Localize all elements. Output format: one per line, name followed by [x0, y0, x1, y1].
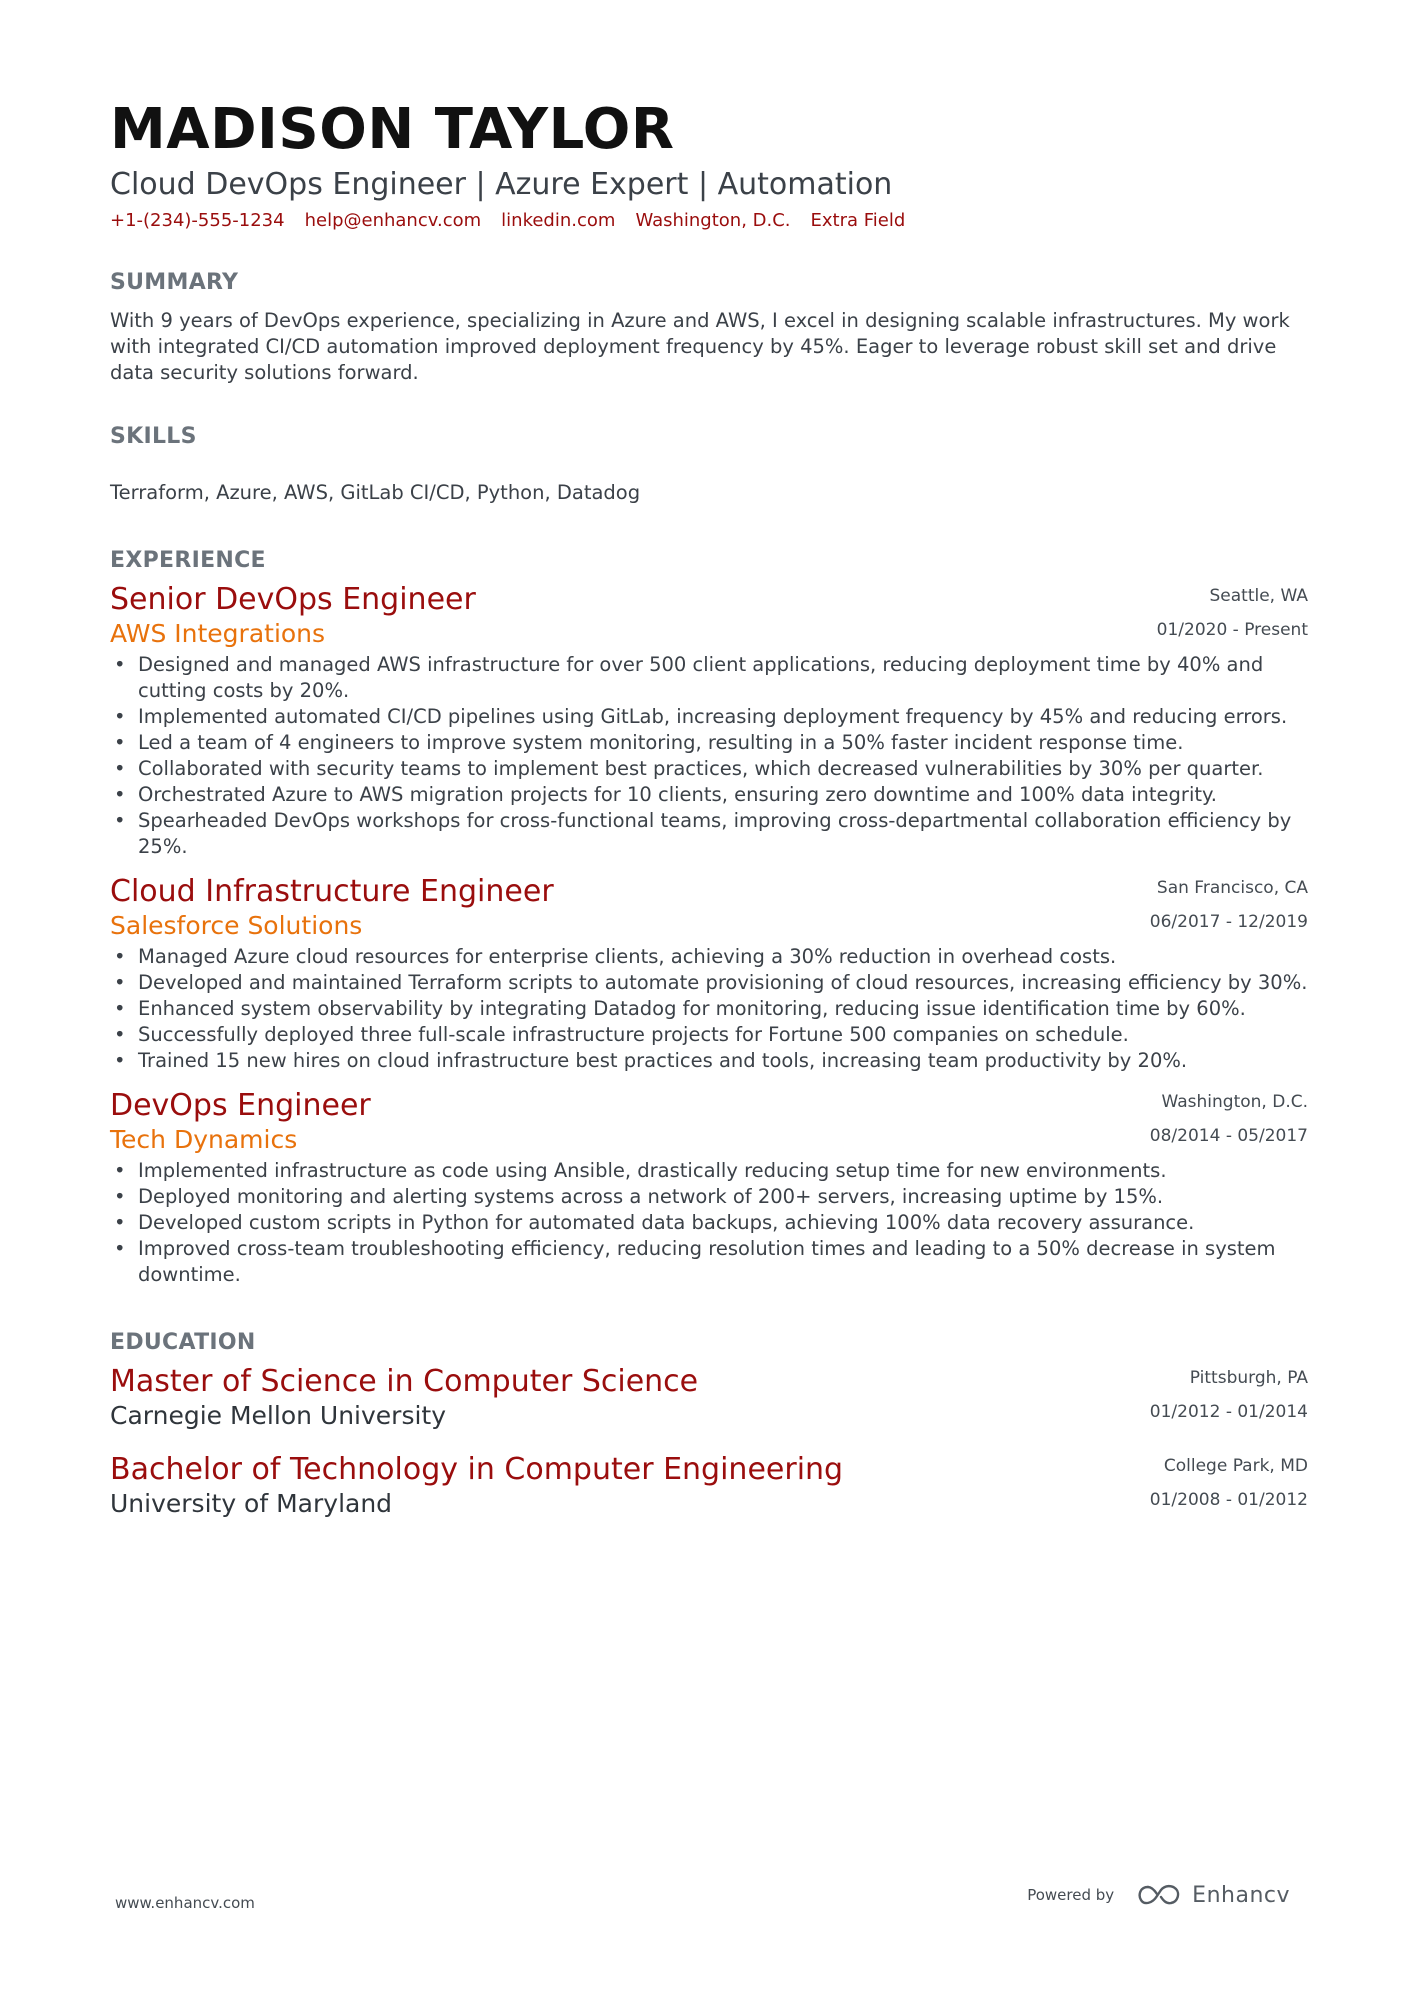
section-title-experience: EXPERIENCE	[110, 548, 266, 573]
job-company: Tech Dynamics	[110, 1125, 298, 1154]
list-item: • Collaborated with security teams to implement best practices, which decreased vulnerabilities by 30% per quarter.	[110, 756, 1308, 782]
list-item: • Spearheaded DevOps workshops for cross-functional teams, improving cross-departmental collaboration efficiency by 25%.	[110, 808, 1308, 860]
job-title: DevOps Engineer	[110, 1088, 371, 1123]
job-title: Senior DevOps Engineer	[110, 582, 476, 617]
footer-branding	[1027, 1882, 1290, 1908]
job-location: Seattle, WA	[1209, 586, 1308, 606]
candidate-name: MADISON TAYLOR	[110, 97, 675, 162]
contact-linkedin[interactable]: linkedin.com	[501, 210, 616, 231]
list-item: • Enhanced system observability by integrating Datadog for monitoring, reducing issue identification time by 60%.	[110, 996, 1308, 1022]
job-entry	[110, 582, 1308, 860]
contact-email[interactable]: help@enhancv.com	[304, 210, 482, 231]
list-item: • Developed and maintained Terraform scripts to automate provisioning of cloud resources, increasing efficiency by 30%.	[110, 970, 1308, 996]
job-bullets	[110, 944, 1308, 1074]
job-company: AWS Integrations	[110, 619, 326, 648]
job-location: San Francisco, CA	[1156, 878, 1308, 898]
list-item: • Implemented automated CI/CD pipelines using GitLab, increasing deployment frequency by 45% and reducing errors.	[110, 704, 1308, 730]
skills-section	[110, 422, 1308, 506]
list-item: • Trained 15 new hires on cloud infrastructure best practices and tools, increasing team productivity by 20%.	[110, 1048, 1308, 1074]
job-entry	[110, 874, 1308, 1074]
school-name: University of Maryland	[110, 1489, 393, 1518]
section-title-summary: SUMMARY	[110, 270, 239, 295]
experience-section	[110, 546, 1308, 1288]
skills-text: Terraform, Azure, AWS, GitLab CI/CD, Python, Datadog	[110, 481, 641, 504]
job-title: Cloud Infrastructure Engineer	[110, 874, 554, 909]
degree-title: Bachelor of Technology in Computer Engineering	[110, 1452, 844, 1487]
job-dates: 08/2014 - 05/2017	[1149, 1126, 1308, 1146]
job-bullets	[110, 1158, 1308, 1288]
powered-by-label: Powered by	[1027, 1886, 1115, 1904]
contact-phone[interactable]: +1-(234)-555-1234	[110, 210, 285, 231]
list-item: • Deployed monitoring and alerting systems across a network of 200+ servers, increasing uptime by 15%.	[110, 1184, 1308, 1210]
infinity-logo-icon	[1136, 1882, 1182, 1908]
brand-logo[interactable]	[1136, 1882, 1290, 1908]
school-location: College Park, MD	[1163, 1456, 1308, 1476]
brand-name: Enhancv	[1192, 1882, 1290, 1908]
job-dates: 06/2017 - 12/2019	[1149, 912, 1308, 932]
contact-row	[110, 208, 1308, 234]
degree-title: Master of Science in Computer Science	[110, 1364, 699, 1399]
job-location: Washington, D.C.	[1161, 1092, 1308, 1112]
contact-location: Washington, D.C.	[635, 210, 791, 231]
education-dates: 01/2012 - 01/2014	[1149, 1402, 1308, 1422]
education-section	[110, 1328, 1308, 1520]
list-item: • Improved cross-team troubleshooting efficiency, reducing resolution times and leading to a 50% decrease in system downtime.	[110, 1236, 1308, 1288]
list-item: • Managed Azure cloud resources for enterprise clients, achieving a 30% reduction in overhead costs.	[110, 944, 1308, 970]
list-item: • Successfully deployed three full-scale infrastructure projects for Fortune 500 companies on schedule.	[110, 1022, 1308, 1048]
summary-text: With 9 years of DevOps experience, specializing in Azure and AWS, I excel in designing scalable infrastructures. My work with integrated CI/CD automation improved deployment frequency by 45%. Eager to leverage robust skill set and drive data security solutions forward.	[110, 309, 1290, 384]
list-item: • Implemented infrastructure as code using Ansible, drastically reducing setup time for new environments.	[110, 1158, 1308, 1184]
list-item: • Developed custom scripts in Python for automated data backups, achieving 100% data recovery assurance.	[110, 1210, 1308, 1236]
section-title-education: EDUCATION	[110, 1330, 256, 1355]
summary-section	[110, 268, 1308, 386]
headline: Cloud DevOps Engineer | Azure Expert | Automation	[110, 167, 893, 202]
section-title-skills: SKILLS	[110, 424, 197, 449]
education-entry	[110, 1364, 1308, 1432]
job-company: Salesforce Solutions	[110, 911, 363, 940]
list-item: • Led a team of 4 engineers to improve system monitoring, resulting in a 50% faster incident response time.	[110, 730, 1308, 756]
footer-website[interactable]: www.enhancv.com	[115, 1894, 255, 1912]
school-location: Pittsburgh, PA	[1189, 1368, 1308, 1388]
school-name: Carnegie Mellon University	[110, 1401, 447, 1430]
contact-extra: Extra Field	[810, 210, 906, 231]
education-dates: 01/2008 - 01/2012	[1149, 1490, 1308, 1510]
job-dates: 01/2020 - Present	[1156, 620, 1308, 640]
job-entry	[110, 1088, 1308, 1288]
job-bullets	[110, 652, 1308, 860]
education-entry	[110, 1452, 1308, 1520]
list-item: • Designed and managed AWS infrastructure for over 500 client applications, reducing deployment time by 40% and cutting costs by 20%.	[110, 652, 1308, 704]
resume-page	[110, 96, 1308, 1520]
list-item: • Orchestrated Azure to AWS migration projects for 10 clients, ensuring zero downtime and 100% data integrity.	[110, 782, 1308, 808]
